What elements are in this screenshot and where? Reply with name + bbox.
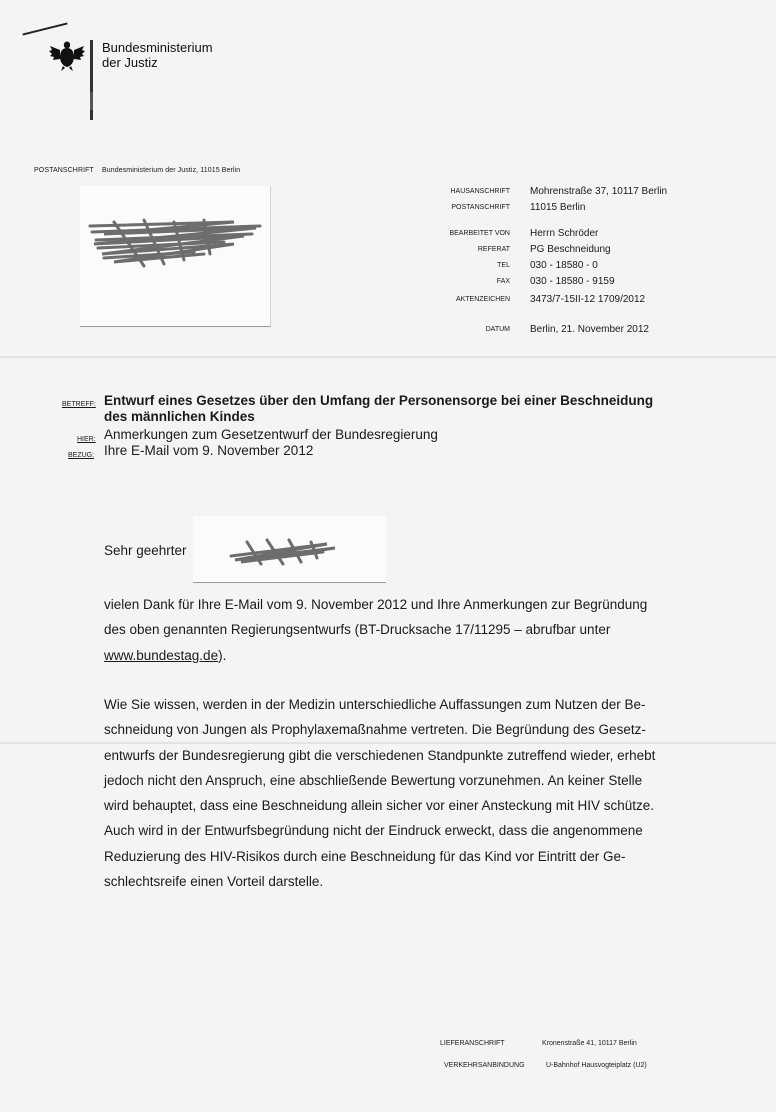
- footer-label: LIEFERANSCHRIFT: [440, 1040, 505, 1047]
- link-trailing-text: ).: [218, 647, 227, 663]
- ministry-name-line2: der Justiz: [102, 55, 158, 70]
- info-label: DATUM: [485, 326, 510, 333]
- betreff-line2: des männlichen Kindes: [104, 409, 255, 424]
- info-value: Mohrenstraße 37, 10117 Berlin: [530, 186, 668, 197]
- bezug-label: BEZUG:: [68, 452, 95, 459]
- hier-value: Anmerkungen zum Gesetzentwurf der Bundesregierung: [104, 427, 438, 442]
- info-value: Herrn Schröder: [530, 228, 599, 239]
- info-value: 030 - 18580 - 9159: [530, 276, 615, 287]
- ministry-name-line1: Bundesministerium: [102, 40, 213, 55]
- body-line: Wie Sie wissen, werden in der Medizin unterschiedliche Auffassungen zum Nutzen der Be-: [104, 697, 646, 712]
- footer-value: U-Bahnhof Hausvogteiplatz (U2): [545, 1062, 647, 1069]
- federal-eagle-icon: [48, 38, 86, 72]
- hier-label: HIER:: [77, 436, 96, 443]
- body-line: schneidung von Jungen als Prophylaxemaßnahme vertreten. Die Begründung des Gesetz-: [104, 722, 646, 738]
- ministry-name: [102, 40, 213, 70]
- info-label: FAX: [496, 278, 510, 285]
- info-value: PG Beschneidung: [530, 244, 611, 255]
- salutation-name-window: [193, 516, 386, 583]
- footer-label: VERKEHRSANBINDUNG: [444, 1062, 525, 1069]
- info-label: HAUSANSCHRIFT: [450, 188, 510, 195]
- body-paragraph-1: [104, 592, 714, 668]
- bundestag-link[interactable]: www.bundestag.de: [104, 647, 219, 663]
- subject-block: [0, 392, 776, 462]
- postanschrift-label: POSTANSCHRIFT: [34, 167, 94, 174]
- footer-lieferanschrift: [440, 1040, 637, 1047]
- redaction-scribble: [84, 214, 264, 274]
- body-line: entwurfs der Bundesregierung gibt die verschiedenen Standpunkte zutreffend wieder, erhebt: [104, 747, 656, 763]
- footer-value: Kronenstraße 41, 10117 Berlin: [541, 1040, 637, 1047]
- info-value: Berlin, 21. November 2012: [530, 324, 649, 335]
- body-line: wird behauptet, dass eine Beschneidung allein sicher vor einer Ansteckung mit HIV schütze.: [104, 798, 655, 814]
- body-paragraph-2: [104, 692, 714, 894]
- body-line: jedoch nicht den Anspruch, eine abschließende Bewertung vorzunehmen. An keiner Stelle: [104, 772, 643, 788]
- redaction-scribble: [227, 536, 347, 566]
- info-value: 11015 Berlin: [530, 202, 586, 213]
- info-label: POSTANSCHRIFT: [451, 204, 510, 211]
- info-value: 030 - 18580 - 0: [530, 260, 598, 271]
- info-label: BEARBEITET VON: [449, 230, 510, 237]
- body-line: Reduzierung des HIV-Risikos durch eine Beschneidung für das Kind vor Eintritt der Ge-: [104, 848, 626, 864]
- letterhead-bar: [90, 40, 93, 120]
- fold-mark: [22, 22, 67, 35]
- fold-line: [0, 356, 776, 358]
- postanschrift-value: Bundesministerium der Justiz, 11015 Berlin: [101, 167, 241, 174]
- bezug-value: Ihre E-Mail vom 9. November 2012: [104, 443, 314, 458]
- betreff-label: BETREFF:: [62, 401, 96, 408]
- footer-verkehrsanbindung: [444, 1062, 647, 1069]
- body-line: vielen Dank für Ihre E-Mail vom 9. November 2012 und Ihre Anmerkungen zur Begründung: [104, 597, 648, 612]
- body-line: Auch wird in der Entwurfsbegründung nicht der Eindruck erweckt, dass die angenommene: [104, 823, 643, 839]
- info-label: AKTENZEICHEN: [455, 296, 510, 303]
- body-line: des oben genannten Regierungsentwurfs (BT-Drucksache 17/11295 – abrufbar unter: [104, 622, 611, 638]
- info-label: REFERAT: [477, 246, 510, 253]
- info-value: 3473/7-15II-12 1709/2012: [530, 294, 646, 305]
- betreff-line1: Entwurf eines Gesetzes über den Umfang der Personensorge bei einer Beschneidung: [104, 393, 654, 408]
- salutation: Sehr geehrter: [104, 543, 187, 558]
- body-line: schlechtsreife einen Vorteil darstelle.: [104, 874, 324, 890]
- sender-postal-line: [34, 167, 240, 174]
- recipient-address-window: [80, 186, 271, 327]
- body-line-with-link: [104, 643, 714, 668]
- info-label: TEL: [497, 262, 510, 269]
